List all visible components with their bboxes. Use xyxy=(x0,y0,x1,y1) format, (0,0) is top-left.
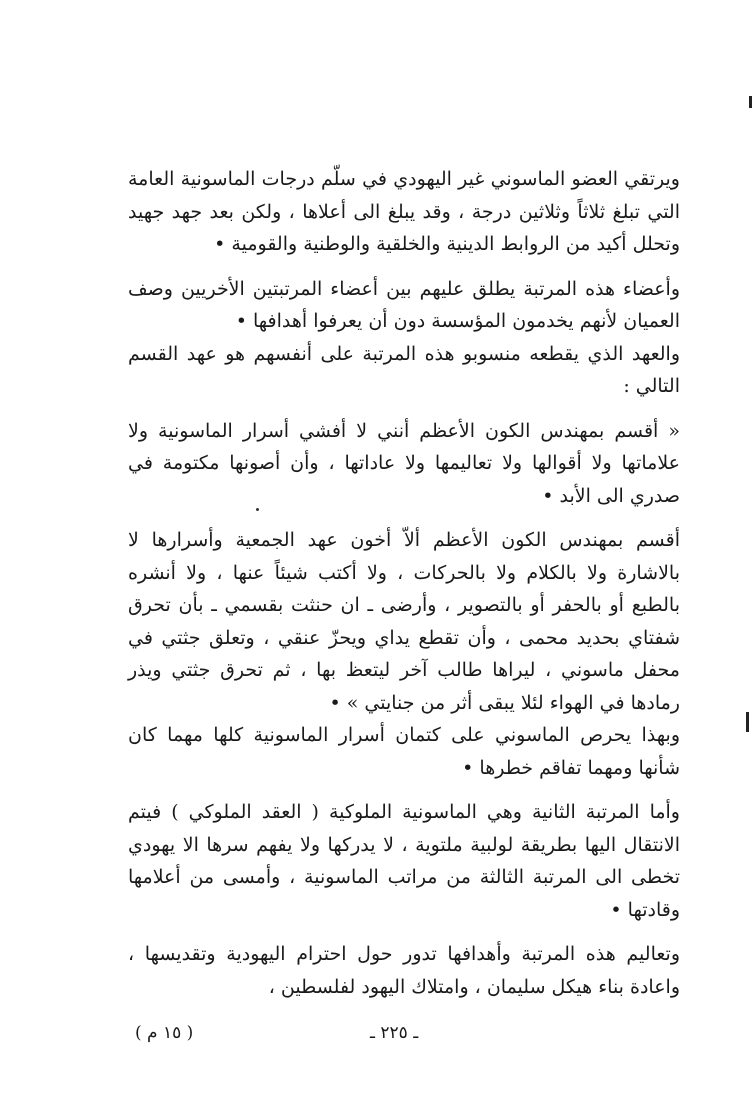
paragraph-5-oath: أقسم بمهندس الكون الأعظم ألاّ أخون عهد الجمعية وأسرارها لا بالاشارة ولا بالكلام ولا بالحركات ، ولا أكتب شيئاً عنها ، ولا أنشره بالطبع أو بالحفر أو بالتصوير ، وأرضى ـ ان حنثت بقسمي ـ بأن تحرق شفتاي بحديد محمى ، وأن تقطع يداي ويحزّ عنقي ، وتعلق جثتي في محفل ماسوني ، ليراها طالب آخر ليتعظ بها ، ثم تحرق جثتي ويذر رمادها في الهواء لئلا يبقى أثر من جنايتي » • xyxy=(128,529,680,714)
paragraph-3: والعهد الذي يقطعه منسوبو هذه المرتبة على أنفسهم هو عهد القسم التالي : xyxy=(128,342,680,397)
paragraph-2: وأعضاء هذه المرتبة يطلق عليهم بين أعضاء المرتبتين الأخريين وصف العميان لأنهم يخدمون المؤسسة دون أن يعرفوا أهدافها • xyxy=(128,277,680,332)
paragraph-8: وتعاليم هذه المرتبة وأهدافها تدور حول احترام اليهودية وتقديسها ، واعادة بناء هيكل سليمان ، وامتلاك اليهود لفلسطين ، xyxy=(128,943,680,998)
scan-mark-bottom xyxy=(746,712,749,732)
paragraph-7: وأما المرتبة الثانية وهي الماسونية الملوكية ( العقد الملوكي ) فيتم الانتقال اليها بطريقة لولبية ملتوية ، لا يدركها ولا يفهم سرها الا يهودي تخطى الى المرتبة الثالثة من مراتب الماسونية ، وأمسى من أعلامها وقادتها • xyxy=(128,801,680,921)
page-number: ـ ٢٢٥ ـ xyxy=(370,1023,419,1043)
body-text xyxy=(128,163,680,1003)
page-footer xyxy=(0,1023,756,1053)
scan-mark-top xyxy=(749,96,752,108)
paragraph-4-oath: « أقسم بمهندس الكون الأعظم أنني لا أفشي أسرار الماسونية ولا علاماتها ولا أقوالها ولا تعاليمها ولا عاداتها ، وأن أصونها مكتومة في صدري الى الأبد • xyxy=(128,419,680,507)
paragraph-6: وبهذا يحرص الماسوني على كتمان أسرار الماسونية كلها مهما كان شأنها ومهما تفاقم خطرها • xyxy=(128,724,680,779)
signature-mark: ( ١٥ م ) xyxy=(135,1023,194,1043)
scan-speck xyxy=(256,508,259,511)
paragraph-1: ويرتقي العضو الماسوني غير اليهودي في سلّم درجات الماسونية العامة التي تبلغ ثلاثاً وثلاثين درجة ، وقد يبلغ الى أعلاها ، ولكن بعد جهد جهيد وتحلل أكيد من الروابط الدينية والخلقية والوطنية والقومية • xyxy=(128,168,680,255)
